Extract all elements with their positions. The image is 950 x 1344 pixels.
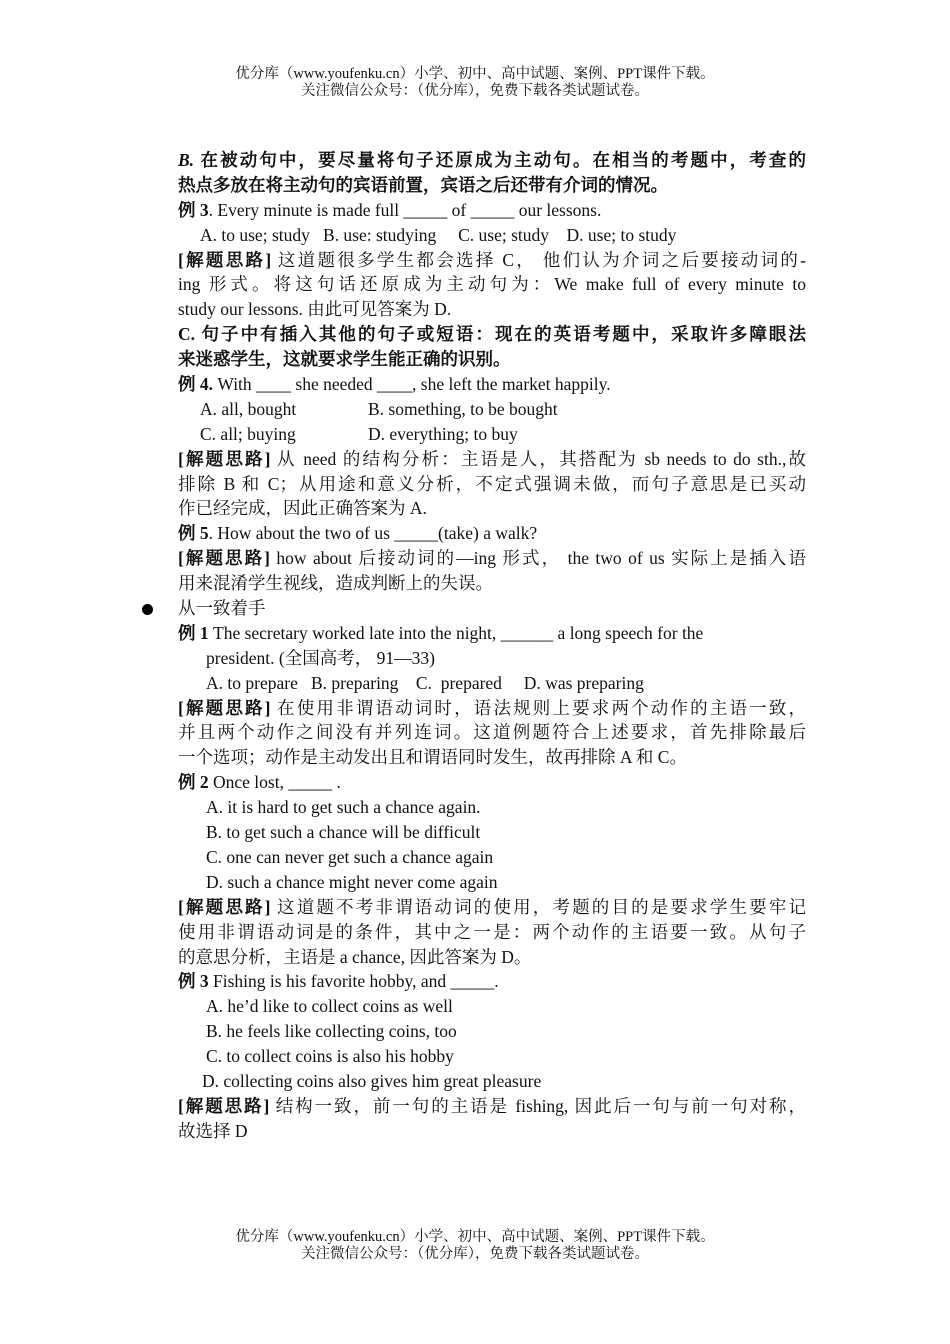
section-c-line-2: 来迷惑学生，这就要求学生能正确的识别。 [178, 349, 511, 370]
bullet-icon [142, 604, 153, 615]
example-4-options-row-1 [178, 397, 806, 422]
example-2-option-d: D. such a chance might never come again [206, 871, 498, 892]
bullet-heading [178, 596, 806, 621]
example-2-option-c: C. one can never get such a chance again [206, 846, 494, 867]
header-line-2: 关注微信公众号：（优分库），免费下载各类试题试卷。 [301, 83, 649, 99]
example-5-analysis-2: 用来混淆学生视线，造成判断上的失误。 [178, 573, 493, 594]
example-5-analysis-1: [解题思路] how about 后接动词的—ing 形式， the two of us 实际上是插入语 [178, 548, 806, 569]
example-4-question: 例 4. With ____ she needed ____, she left the market happily. [178, 374, 611, 395]
example-4-option-d: D. everything; to buy [368, 423, 518, 444]
example-2-option-a: A. it is hard to get such a chance again. [206, 797, 481, 818]
example-3b-option-a: A. he’d like to collect coins as well [206, 996, 453, 1017]
example-2-question: 例 2 Once lost, _____ . [178, 772, 341, 793]
example-2-analysis-2: 使用非谓语动词是的条件，其中之一是：两个动作的主语要一致。从句子 [178, 921, 806, 942]
page-footer [0, 1229, 950, 1263]
example-3a-analysis-1: [解题思路] 这道题很多学生都会选择 C， 他们认为介词之后要接动词的- [178, 249, 807, 270]
example-4-option-b: B. something, to be bought [368, 398, 558, 419]
example-4-option-a: A. all, bought [200, 398, 297, 419]
example-2-analysis-3: 的意思分析，主语是 a chance, 因此答案为 D。 [178, 946, 532, 967]
document-body [178, 148, 806, 1144]
example-3a-analysis-2: ing 形式。将这句话还原成为主动句为：We make full of every minute to [178, 274, 806, 295]
example-4-options-row-2 [178, 422, 806, 447]
example-5-question: 例 5. How about the two of us _____(take) a walk? [178, 523, 538, 544]
footer-line-1: 优分库（www.youfenku.cn）小学、初中、高中试题、案例、PPT课件下载。 [235, 1229, 715, 1245]
example-3b-analysis-1: [解题思路] 结构一致，前一句的主语是 fishing, 因此后一句与前一句对称， [178, 1095, 806, 1116]
example-3a-analysis-3: study our lessons. 由此可见答案为 D. [178, 299, 452, 320]
example-4-analysis-3: 作已经完成，因此正确答案为 A. [178, 498, 427, 519]
example-3a-options: A. to use; study B. use: studying C. use; study D. use; to study [200, 224, 677, 245]
bullet-heading-text: 从一致着手 [178, 598, 266, 619]
footer-line-2: 关注微信公众号：（优分库），免费下载各类试题试卷。 [301, 1246, 649, 1262]
section-b-line-1: B. 在被动句中，要尽量将句子还原成为主动句。在相当的考题中，考查的 [178, 150, 806, 170]
example-3b-option-d: D. collecting coins also gives him great pleasure [202, 1070, 542, 1091]
example-2-option-b: B. to get such a chance will be difficult [206, 822, 481, 843]
header-line-1: 优分库（www.youfenku.cn）小学、初中、高中试题、案例、PPT课件下载。 [235, 66, 715, 82]
example-1-analysis-2: 并且两个动作之间没有并列连词。这道例题符合上述要求，首先排除最后 [178, 722, 806, 743]
example-3a-question: 例 3. Every minute is made full _____ of _____ our lessons. [178, 199, 602, 220]
example-3b-option-b: B. he feels like collecting coins, too [206, 1021, 457, 1042]
example-3b-question: 例 3 Fishing is his favorite hobby, and _____. [178, 971, 499, 992]
section-b-label: B. [178, 150, 195, 170]
example-4-analysis-1: [解题思路] 从 need 的结构分析：主语是人，其搭配为 sb needs to do sth.,故 [178, 448, 806, 469]
example-1-analysis-3: 一个选项；动作是主动发出且和谓语同时发生，故再排除 A 和 C。 [178, 747, 687, 768]
example-1-analysis-1: [解题思路] 在使用非谓语动词时，语法规则上要求两个动作的主语一致， [178, 697, 807, 718]
page-header [0, 66, 950, 100]
example-4-analysis-2: 排除 B 和 C；从用途和意义分析，不定式强调未做，而句子意思是已买动 [178, 473, 806, 494]
example-1-question-1: 例 1 The secretary worked late into the night, ______ a long speech for the [178, 622, 704, 643]
section-b-line-2: 热点多放在将主动句的宾语前置，宾语之后还带有介词的情况。 [178, 174, 668, 195]
example-3b-analysis-2: 故选择 D [178, 1120, 248, 1141]
example-1-options: A. to prepare B. preparing C. prepared D. was preparing [206, 672, 644, 693]
section-c-line-1: C. 句子中有插入其他的句子或短语：现在的英语考题中，采取许多障眼法 [178, 324, 806, 345]
example-3b-option-c: C. to collect coins is also his hobby [206, 1046, 454, 1067]
example-1-question-2: president. (全国高考， 91—33) [206, 647, 435, 668]
example-2-analysis-1: [解题思路] 这道题不考非谓语动词的使用，考题的目的是要求学生要牢记 [178, 896, 807, 917]
example-4-option-c: C. all; buying [200, 423, 296, 444]
